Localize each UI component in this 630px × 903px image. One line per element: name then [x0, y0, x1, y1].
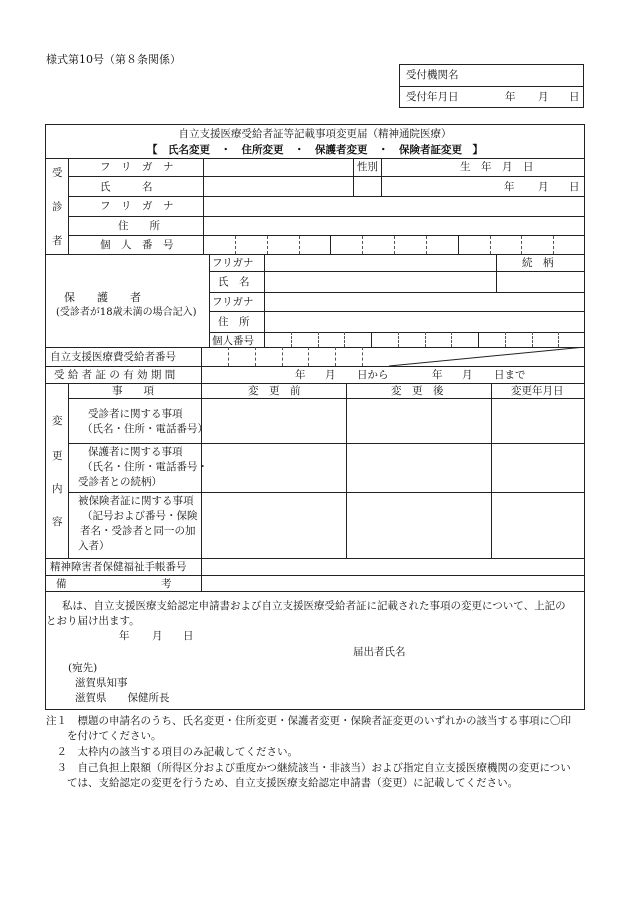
recipient-label-line: [201, 347, 202, 366]
patient-furigana2-label: フ リ ガ ナ: [100, 200, 174, 212]
patient-digit-divider: [362, 236, 363, 254]
handbook-row-bottom: [45, 575, 585, 576]
recipient-digit-divider: [228, 347, 229, 366]
validity-from-year-unit: 年: [295, 369, 306, 381]
guardian-digit-divider: [505, 332, 506, 347]
sex-right-line: [381, 158, 382, 196]
remarks-label: 備 考: [56, 578, 172, 590]
changes-group-label-2: 更: [52, 450, 63, 462]
guardian-digit-divider: [532, 332, 533, 347]
note-1-line-1: 注１ 標題の申請名のうち、氏名変更・住所変更・保護者変更・保険者証変更のいずれかの該当する事項に〇印: [46, 715, 571, 727]
recipient-digit-divider: [335, 347, 336, 366]
form-title: 自立支援医療受給者証等記載事項変更届（精神通院医療）: [178, 128, 452, 140]
guardian-row-line-3: [209, 311, 585, 312]
patient-digit-divider: [426, 236, 427, 254]
guardian-digit-divider: [291, 332, 292, 347]
patient-digit-divider: [394, 236, 395, 254]
guardian-digit-divider: [344, 332, 345, 347]
validity-row-bottom: [45, 383, 585, 384]
guardian-digit-divider: [558, 332, 559, 347]
recipient-number-diagonal: [389, 347, 585, 367]
change-row-patient-detail: （氏名・住所・電話番号）: [82, 423, 208, 435]
col-item-header: 事 項: [112, 385, 154, 397]
received-org-label: 受付機関名: [406, 69, 459, 81]
birth-year-unit: 年: [504, 181, 515, 193]
validity-from-day-unit: 日から: [357, 369, 389, 381]
col-date-header: 変更年月日: [511, 385, 564, 397]
changes-group-label-1: 変: [52, 415, 63, 427]
guardian-furigana2-label: フリガナ: [212, 296, 254, 308]
sex-left-line: [353, 158, 354, 196]
validity-from-month-unit: 月: [325, 369, 336, 381]
reception-divider: [399, 86, 584, 87]
note-3-line-1: ３ 自己負担上限額（所得区分および重度かつ継続該当・非該当）および指定自立支援医療機関の変更につい: [46, 762, 571, 774]
note-2: ２ 太枠内の該当する項目のみ記載してください。: [46, 746, 298, 758]
guardian-name-label: 氏 名: [218, 276, 250, 288]
changes-row-line-1: [68, 443, 585, 444]
received-date-label: 受付年月日: [406, 91, 459, 103]
patient-row-line-4: [68, 235, 585, 236]
guardian-furigana-label: フリガナ: [212, 257, 254, 269]
note-3-line-2: ては、支給認定の変更を行うため、自立支援医療支給認定申請書（変更）に記載してください。: [46, 777, 519, 789]
patient-label-line: [203, 158, 204, 254]
addressee-governor: 滋賀県知事: [75, 677, 128, 689]
change-row-insurance-title: 被保険者証に関する事項: [78, 495, 194, 507]
change-row-guardian-detail-2: 受診者との続柄）: [78, 476, 162, 488]
patient-group-line: [68, 158, 69, 254]
patient-digit-divider: [521, 236, 522, 254]
patient-address-label: 住 所: [118, 220, 160, 232]
patient-digit-divider: [299, 236, 300, 254]
declaration-frame: [45, 591, 585, 710]
patient-row-line-2: [68, 196, 585, 197]
changes-row-line-2: [68, 492, 585, 493]
changes-group-line: [68, 383, 69, 558]
declaration-month-unit: 月: [152, 630, 163, 642]
changes-header-bottom: [68, 398, 585, 399]
col-before-header: 変 更 前: [248, 385, 301, 397]
guardian-digit-divider: [318, 332, 319, 347]
patient-digit-divider: [553, 236, 554, 254]
title-divider: [45, 158, 585, 159]
guardian-address-label: 住 所: [218, 316, 250, 328]
sex-label: 性別: [357, 161, 378, 173]
changes-after-line: [491, 383, 492, 558]
recipient-digit-divider: [308, 347, 309, 366]
patient-digit-divider: [267, 236, 268, 254]
declaration-year-unit: 年: [119, 630, 130, 642]
patient-furigana-label: フ リ ガ ナ: [100, 161, 174, 173]
patient-digit-divider: [490, 236, 491, 254]
applicant-name-label: 届出者氏名: [353, 646, 406, 658]
recipient-number-label: 自立支援医療費受給者番号: [50, 351, 176, 363]
patient-section-bottom: [45, 254, 585, 255]
patient-group-label-2: 診: [52, 201, 63, 213]
guardian-digit-divider: [451, 332, 452, 347]
guardian-digit-divider: [425, 332, 426, 347]
validity-label-line: [201, 366, 202, 383]
patient-group-label-3: 者: [52, 235, 63, 247]
recipient-digit-divider: [282, 347, 283, 366]
col-after-header: 変 更 後: [391, 385, 444, 397]
addressee-health-center: 滋賀県 保健所長: [75, 692, 170, 704]
recipient-digit-divider: [255, 347, 256, 366]
guardian-digit-divider: [398, 332, 399, 347]
guardian-row-line-1: [209, 271, 585, 272]
guardian-digit-divider: [478, 332, 479, 347]
note-1-line-2: を付けてください。: [46, 730, 162, 742]
declaration-line-2: とおり届け出ます。: [46, 615, 140, 627]
change-row-patient-title: 受診者に関する事項: [88, 408, 183, 420]
guardian-row-line-2: [209, 292, 585, 293]
form-subtitle: 【 氏名変更 ・ 住所変更 ・ 保護者変更 ・ 保険者証変更 】: [147, 144, 483, 156]
birth-day-unit: 日: [569, 181, 580, 193]
patient-digit-divider: [330, 236, 331, 254]
changes-before-line: [346, 383, 347, 558]
change-row-insurance-detail-3: 入者）: [78, 540, 110, 552]
patient-digit-divider: [235, 236, 236, 254]
declaration-day-unit: 日: [183, 630, 194, 642]
guardian-digit-divider: [371, 332, 372, 347]
patient-group-label-1: 受: [52, 167, 63, 179]
change-row-insurance-detail-2: 者名・受診者と同一の加: [80, 525, 196, 537]
received-year-unit: 年: [505, 91, 516, 103]
patient-row-line-3: [68, 216, 585, 217]
change-row-insurance-detail-1: （記号および番号・保険: [82, 510, 198, 522]
guardian-sublabel-line: [264, 254, 265, 347]
guardian-personal-number-label: 個人番号: [212, 335, 254, 347]
recipient-digit-divider: [362, 347, 363, 366]
handbook-remarks-line: [201, 558, 202, 592]
form-number: 様式第10号（第８条関係）: [46, 53, 181, 66]
declaration-line-1: 私は、自立支援医療支給認定申請書および自立支援医療受給者証に記載された事項の変更について、上記の: [62, 600, 566, 612]
guardian-label: 保 護 者: [64, 291, 141, 304]
patient-name-label: 氏 名: [100, 181, 153, 193]
received-month-unit: 月: [538, 91, 549, 103]
changes-group-label-4: 容: [52, 516, 63, 528]
change-row-guardian-detail-1: （氏名・住所・電話番号・: [82, 461, 208, 473]
validity-to-year-unit: 年: [432, 369, 443, 381]
relation-left-line: [496, 254, 497, 292]
received-day-unit: 日: [569, 91, 580, 103]
validity-to-month-unit: 月: [462, 369, 473, 381]
validity-to-day-unit: 日まで: [494, 369, 526, 381]
changes-section-bottom: [45, 558, 585, 559]
patient-row-line-1: [68, 176, 585, 177]
guardian-note: (受診者が18歳未満の場合記入): [56, 307, 197, 318]
changes-group-label-3: 内: [52, 483, 63, 495]
guardian-label-line: [209, 254, 210, 347]
guardian-relation-label: 続 柄: [522, 257, 554, 269]
birth-month-unit: 月: [538, 181, 549, 193]
patient-personal-number-label: 個 人 番 号: [100, 239, 174, 251]
birth-date-label: 生 年 月 日: [460, 161, 534, 173]
patient-digit-divider: [458, 236, 459, 254]
handbook-number-label: 精神障害者保健福祉手帳番号: [50, 561, 187, 573]
change-row-guardian-title: 保護者に関する事項: [88, 446, 183, 458]
addressee-label: (宛先): [68, 662, 98, 674]
validity-label: 受 給 者 証 の 有 効 期 間: [54, 369, 176, 381]
